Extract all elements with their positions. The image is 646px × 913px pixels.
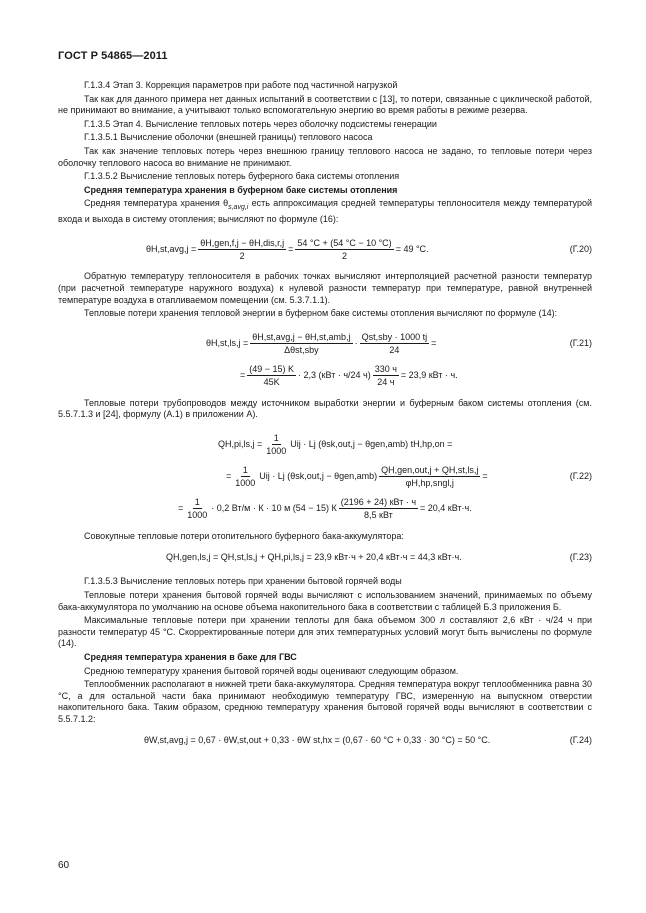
para-step4: Г.1.3.5 Этап 4. Вычисление тепловых потерь через оболочку подсистемы генерации (84, 118, 437, 129)
para-return-temp: Обратную температуру теплоносителя в рабочих точках вычисляют интерполяцией расчетной разности температур (при расчетной температуре наружного воздуха) к нулевой разности температур при температуре, равной внутренней температуре воздуха в отапливаемом помещении (см. 5.3.7.1.1). (58, 271, 592, 305)
g21-number: (Г.21) (569, 337, 592, 348)
g21a-lhs: θH,st,ls,j = (206, 337, 249, 348)
g20-num1: θH,gen,f,j − θH,dis,r,j (200, 237, 285, 248)
g21a-mul: · (354, 337, 358, 348)
para-step4-1: Г.1.3.5.1 Вычисление оболочки (внешней границы) теплового насоса (84, 132, 373, 143)
g20-number: (Г.20) (569, 243, 592, 254)
g21a-num2: Qst,sby · 1000 tj (361, 332, 428, 343)
g21a-den1: Δθst,sby (284, 345, 319, 356)
para-dhw-avg: Среднюю температуру хранения бытовой горячей воды оценивают следующим образом. (84, 665, 459, 676)
para-avg-temp (58, 198, 592, 225)
g22b-num2: QH,gen,out,j + QH,st,ls,j (381, 465, 479, 476)
g20-den1: 2 (239, 250, 245, 261)
para-pipe-losses: Тепловые потери трубопроводов между источником выработки энергии и буферным баком системы отопления (см. 5.5.7.1.3 и [24], формулу (А.1) в приложении А). (58, 397, 592, 420)
page-number: 60 (58, 860, 70, 871)
g21b-den1: 45K (263, 377, 280, 388)
g21b-result: = 23,9 кВт · ч. (400, 369, 458, 380)
g22c-num2: (2196 + 24) кВт · ч (340, 497, 417, 508)
g24-number: (Г.24) (569, 734, 592, 745)
g21a-den2: 24 (389, 345, 400, 356)
g22c-eq: = (178, 503, 184, 514)
para-step4-1-note: Так как значение тепловых потерь через внешнюю границу теплового насоса не задано, то тепловые потери через оболочку теплового насоса во внимание не принимают. (58, 145, 592, 168)
g21a-result: = (431, 337, 437, 348)
g22b-den2: φH,hp,sngl,j (405, 478, 454, 489)
g22a-rest: Uij · Lj (θsk,out,j − θgen,amb) tH,hp,on = (290, 439, 453, 450)
g20-lhs: θH,st,avg,j = (146, 243, 197, 254)
g22b-num: 1 (242, 465, 248, 476)
equation-g20 (58, 233, 592, 265)
g20-den2: 2 (342, 250, 348, 261)
equation-g23 (58, 544, 592, 570)
para-step4-3: Г.1.3.5.3 Вычисление тепловых потерь при хранении бытовой горячей воды (84, 576, 402, 587)
para-storage-losses: Тепловые потери хранения тепловой энергии в буферном баке системы отопления вычисляют по формуле (14): (84, 308, 558, 319)
g22c-den: 1000 (187, 510, 208, 521)
g21b-mid: · 2,3 (кВт · ч/24 ч) (298, 369, 371, 380)
g22b-mid: Uij · Lj (θsk,out,j − θgen,amb) (259, 471, 378, 482)
g24-text: θW,st,avg,j = 0,67 · θW,st,out + 0,33 · θW st,hx = (0,67 · 60 °С + 0,33 · 30 °С) = 50 °С. (144, 734, 491, 745)
g22c-num: 1 (194, 497, 200, 508)
para-step4-2: Г.1.3.5.2 Вычисление тепловых потерь буферного бака системы отопления (84, 171, 400, 182)
para-dhw-heading: Средняя температура хранения в баке для ГВС (84, 652, 297, 663)
g22-number: (Г.22) (569, 471, 592, 482)
g22b-den: 1000 (235, 478, 256, 489)
para-max-losses: Максимальные тепловые потери при хранении теплоты для бака объемом 300 л составляют 2,6 кВт · ч/24 ч при разности температур 45 °С. Скорректированные потери для этих температурных условий могут быть вычислены по формуле (14). (58, 615, 592, 649)
g20-num2: 54 °C + (54 °C − 10 °C) (297, 237, 392, 248)
document-header: ГОСТ Р 54865—2011 (58, 50, 168, 62)
g21b-num1: (49 − 15) K (249, 364, 295, 375)
g22c-den2: 8,5 кВт (364, 510, 393, 521)
g20-eq1: = (288, 243, 294, 254)
equation-g22-b (58, 461, 592, 493)
para-heat-exchanger: Теплообменник располагают в нижней трети бака-аккумулятора. Средняя температура вокруг теплообменника равна 30 °С, а для остальной части бака принимают необходимую температуру ГВС, измеренную на выпускном отверстии накопительного бака. Таким образом, среднюю температуру хранения бытовой горячей воды вычисляют в соответствии с 5.5.7.1.2: (58, 679, 592, 725)
para-avg-temp-b: есть аппроксимация средней температуры теплоносителя между температурой входа и выхода в систему отопления; вычисляют по формуле (16): (58, 198, 592, 224)
g21b-num2: 330 ч (374, 364, 397, 375)
equation-g21-a (58, 328, 592, 360)
equation-g22-a (58, 429, 592, 461)
document-body (58, 80, 592, 754)
para-avg-temp-a: Средняя температура хранения θ (84, 198, 229, 209)
equation-g24 (58, 728, 592, 754)
g22a-num: 1 (273, 433, 279, 444)
g22a-lhs: QH,pi,ls,j = (218, 439, 263, 450)
g21b-den2: 24 ч (377, 377, 395, 388)
g22a-den: 1000 (266, 446, 287, 457)
g23-text: QH,gen,ls,j = QH,st,ls,j + QH,pi,ls,j = 23,9 кВт·ч + 20,4 кВт·ч = 44,3 кВт·ч. (166, 551, 462, 562)
g22b-result: = (482, 471, 488, 482)
g22b-eq: = (226, 471, 232, 482)
para-buffer-heading: Средняя температура хранения в буферном баке системы отопления (84, 184, 398, 195)
g20-result: = 49 °C. (395, 243, 429, 254)
g21a-num1: θH,st,avg,j − θH,st,amb,j (252, 332, 351, 343)
para-step3: Г.1.3.4 Этап 3. Коррекция параметров при работе под частичной нагрузкой (84, 80, 398, 90)
para-dhw-losses: Тепловые потери хранения бытовой горячей воды вычисляют с использованием значений, принимаемых по объему бака-аккумулятора по умолчанию на основе объема накопительного бака в соответствии с таблицей Б.3 приложения Б. (58, 590, 592, 612)
equation-g21-b (58, 360, 592, 392)
g23-number: (Г.23) (569, 551, 592, 562)
g22c-result: = 20,4 кВт·ч. (420, 503, 472, 514)
equation-g22-c (58, 493, 592, 525)
g22c-mid: · 0,2 Вт/м · К · 10 м (54 − 15) К (211, 503, 337, 514)
g21b-eq: = (240, 369, 246, 380)
para-total-losses: Совокупные тепловые потери отопительного буферного бака-аккумулятора: (84, 530, 404, 541)
para-avg-temp-sub: s,avg,i (228, 204, 249, 212)
para-step3-note: Так как для данного примера нет данных испытаний в соответствии с [13], то потери, связанные с циклической работой, не принимают во внимание, а учитывают только вспомогательную энергию во время работы в режиме резерва. (58, 93, 592, 116)
